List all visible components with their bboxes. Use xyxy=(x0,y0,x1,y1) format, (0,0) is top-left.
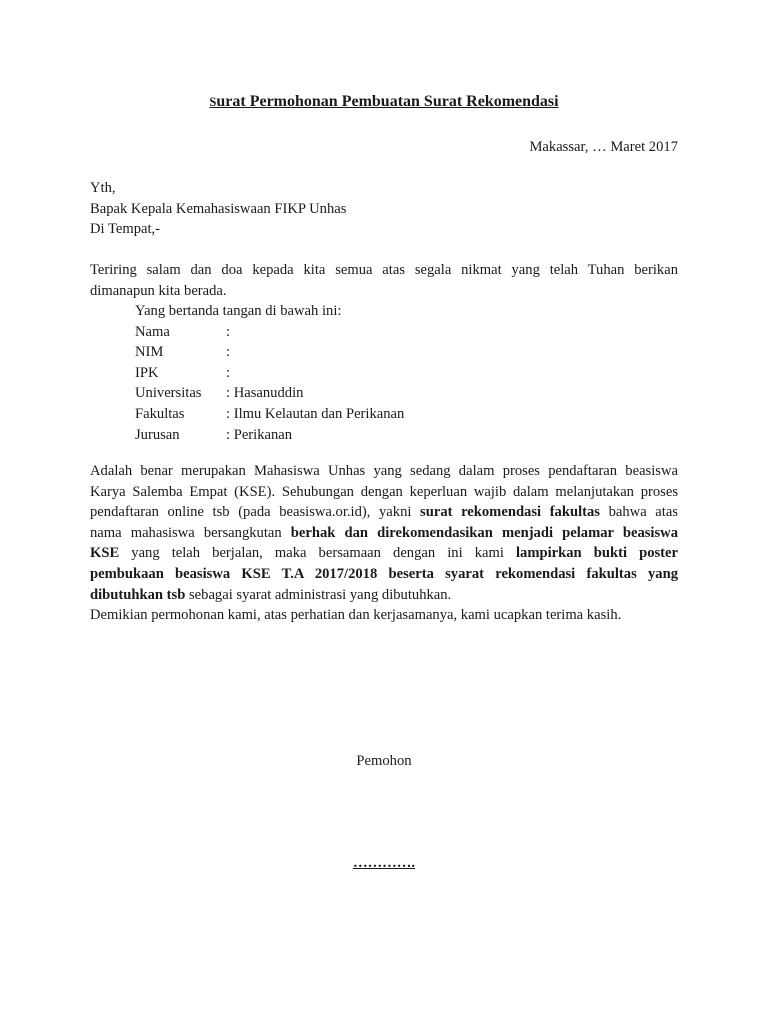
field-value: : xyxy=(226,323,231,340)
field-value: : Hasanuddin xyxy=(226,385,304,402)
body-text: bahwa atas xyxy=(608,504,678,521)
greeting-line-2: dimanapun kita berada. xyxy=(90,282,227,299)
body-bold-text: berhak dan direkomendasikan menjadi pelamar beasiswa xyxy=(290,524,678,541)
greeting-line-1: Teriring salam dan doa kepada kita semua atas segala nikmat yang telah Tuhan berikan xyxy=(90,262,678,278)
signature-label: Pemohon xyxy=(356,753,412,769)
field-label: Fakultas xyxy=(135,405,185,422)
greeting-paragraph xyxy=(90,260,678,301)
closing-line: Demikian permohonan kami, atas perhatian dan kerjasamanya, kami ucapkan terima kasih. xyxy=(90,607,622,624)
body-bold-text: pembukaan beasiswa KSE T.A 2017/2018 beserta syarat rekomendasi fakultas yang xyxy=(90,565,678,582)
field-value: : xyxy=(226,344,231,361)
identity-block xyxy=(90,301,678,445)
field-row-jurusan xyxy=(135,425,678,446)
body-line-2: Karya Salemba Empat (KSE). Sehubungan dengan keperluan wajib dalam melanjutakan proses xyxy=(90,483,678,500)
body-bold-text: KSE xyxy=(90,545,120,562)
field-label: Nama xyxy=(135,323,170,340)
field-label: Universitas xyxy=(135,385,202,402)
body-line-4 xyxy=(90,523,678,544)
body-bold-text: lampirkan bukti poster xyxy=(515,545,678,562)
body-line-5 xyxy=(90,543,678,564)
field-row-nim xyxy=(135,342,678,363)
field-value: : xyxy=(226,364,231,381)
recipient-block xyxy=(90,178,678,240)
field-row-fakultas xyxy=(135,404,678,425)
body-text: pendaftaran online tsb (pada beasiswa.or.id), yakni xyxy=(90,504,412,521)
identity-intro: Yang bertanda tangan di bawah ini: xyxy=(135,303,342,319)
body-bold-text: surat rekomendasi fakultas xyxy=(420,504,600,521)
title-rest: urat Permohonan Pembuatan Surat Rekomendasi xyxy=(216,93,559,110)
body-paragraph xyxy=(90,461,678,626)
field-row-universitas xyxy=(135,383,678,404)
title-first-letter: S xyxy=(209,95,217,109)
body-line-7 xyxy=(90,585,678,606)
body-text: nama mahasiswa bersangkutan xyxy=(90,524,282,541)
field-value: : Perikanan xyxy=(226,426,293,443)
field-row-ipk xyxy=(135,363,678,384)
field-label: IPK xyxy=(135,364,159,381)
recipient-line-1: Yth, xyxy=(90,180,116,196)
body-line-1: Adalah benar merupakan Mahasiswa Unhas yang sedang dalam proses pendaftaran beasiswa xyxy=(90,463,678,479)
letter-date: Makassar, … Maret 2017 xyxy=(529,139,678,155)
body-line-3 xyxy=(90,502,678,523)
letter-title xyxy=(0,93,768,111)
body-text: yang telah berjalan, maka bersamaan dengan ini kami xyxy=(131,545,504,562)
identity-fields xyxy=(90,322,678,446)
field-label: NIM xyxy=(135,344,164,361)
signature-dots: …………. xyxy=(352,855,416,871)
signature-placeholder xyxy=(0,855,768,872)
body-text: sebagai syarat administrasi yang dibutuhkan. xyxy=(189,586,452,603)
recipient-line-3: Di Tempat,- xyxy=(90,221,161,238)
recipient-line-2: Bapak Kepala Kemahasiswaan FIKP Unhas xyxy=(90,200,347,217)
body-line-6 xyxy=(90,564,678,585)
field-label: Jurusan xyxy=(135,426,180,443)
field-row-nama xyxy=(135,322,678,343)
body-bold-text: dibutuhkan tsb xyxy=(90,586,186,603)
field-value: : Ilmu Kelautan dan Perikanan xyxy=(226,405,405,422)
